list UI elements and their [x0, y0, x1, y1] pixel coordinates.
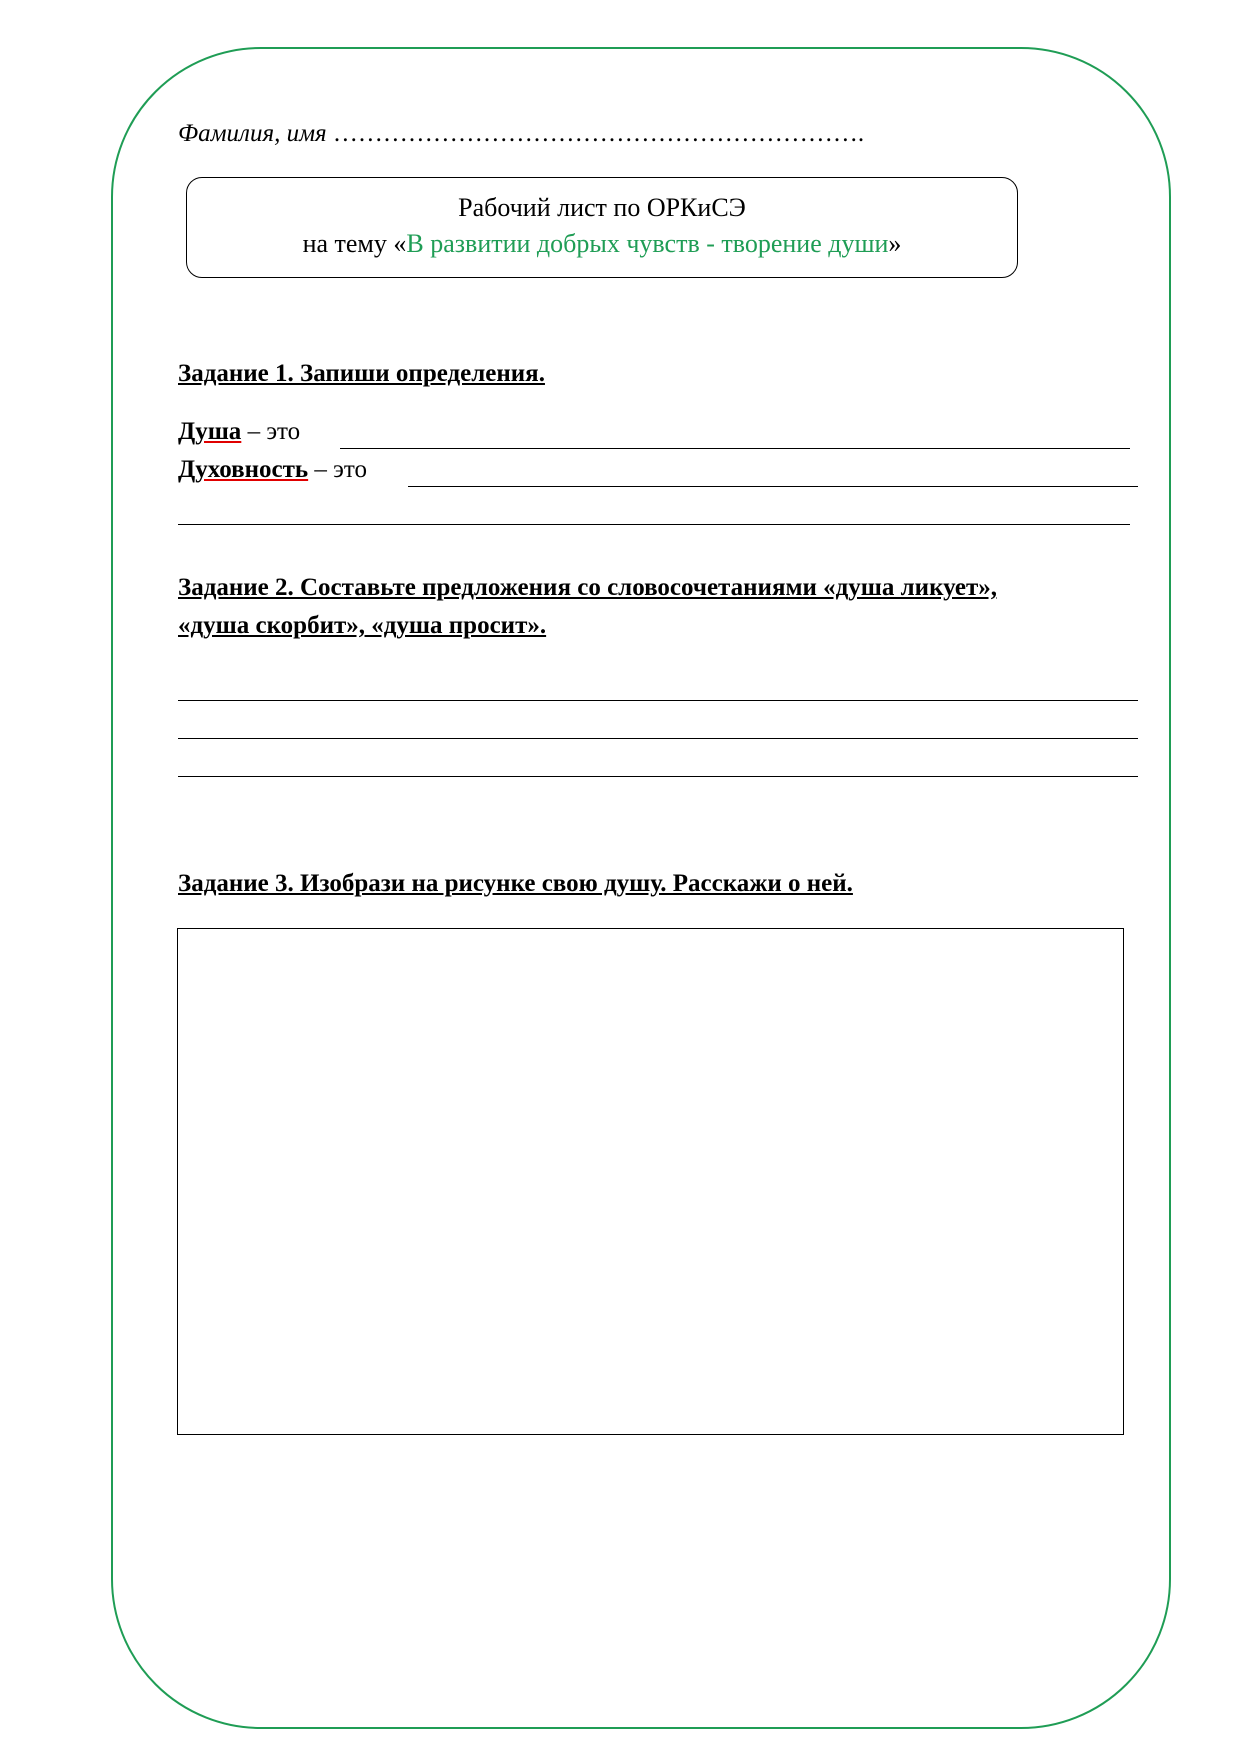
answer-line-extra[interactable]: [178, 524, 1130, 525]
title-topic: В развитии добрых чувств - творение души: [406, 229, 889, 258]
drawing-area[interactable]: [177, 928, 1124, 1435]
term-spirituality-rest: – это: [308, 456, 367, 483]
title-box: [186, 177, 1018, 278]
title-prefix: на тему «: [302, 229, 407, 258]
title-line-2: [187, 226, 1017, 262]
name-label: Фамилия, имя: [178, 120, 327, 147]
task-1-heading: Задание 1. Запиши определения.: [178, 360, 545, 387]
task-2-heading-line-1: Задание 2. Составьте предложения со словосочетаниями «душа ликует»,: [178, 574, 997, 601]
task-2-heading-line-2: «душа скорбит», «душа просит».: [178, 612, 547, 639]
sentence-line-2[interactable]: [178, 738, 1138, 739]
sentence-line-1[interactable]: [178, 700, 1138, 701]
sentence-line-3[interactable]: [178, 776, 1138, 777]
answer-line-spirituality[interactable]: [408, 486, 1138, 487]
title-line-1: Рабочий лист по ОРКиСЭ: [458, 193, 746, 222]
name-dots: ……………………………………………………….: [332, 120, 865, 147]
task-3-heading: Задание 3. Изобрази на рисунке свою душу. Расскажи о ней.: [178, 870, 853, 897]
term-spirituality: Духовность: [178, 456, 309, 483]
name-line: [178, 120, 864, 148]
title-suffix: »: [888, 229, 902, 258]
term-soul-rest: – это: [241, 418, 301, 445]
definition-spirituality: [178, 456, 367, 484]
definition-soul: [178, 418, 300, 446]
term-soul: Душа: [178, 418, 242, 445]
answer-line-soul[interactable]: [340, 448, 1130, 449]
